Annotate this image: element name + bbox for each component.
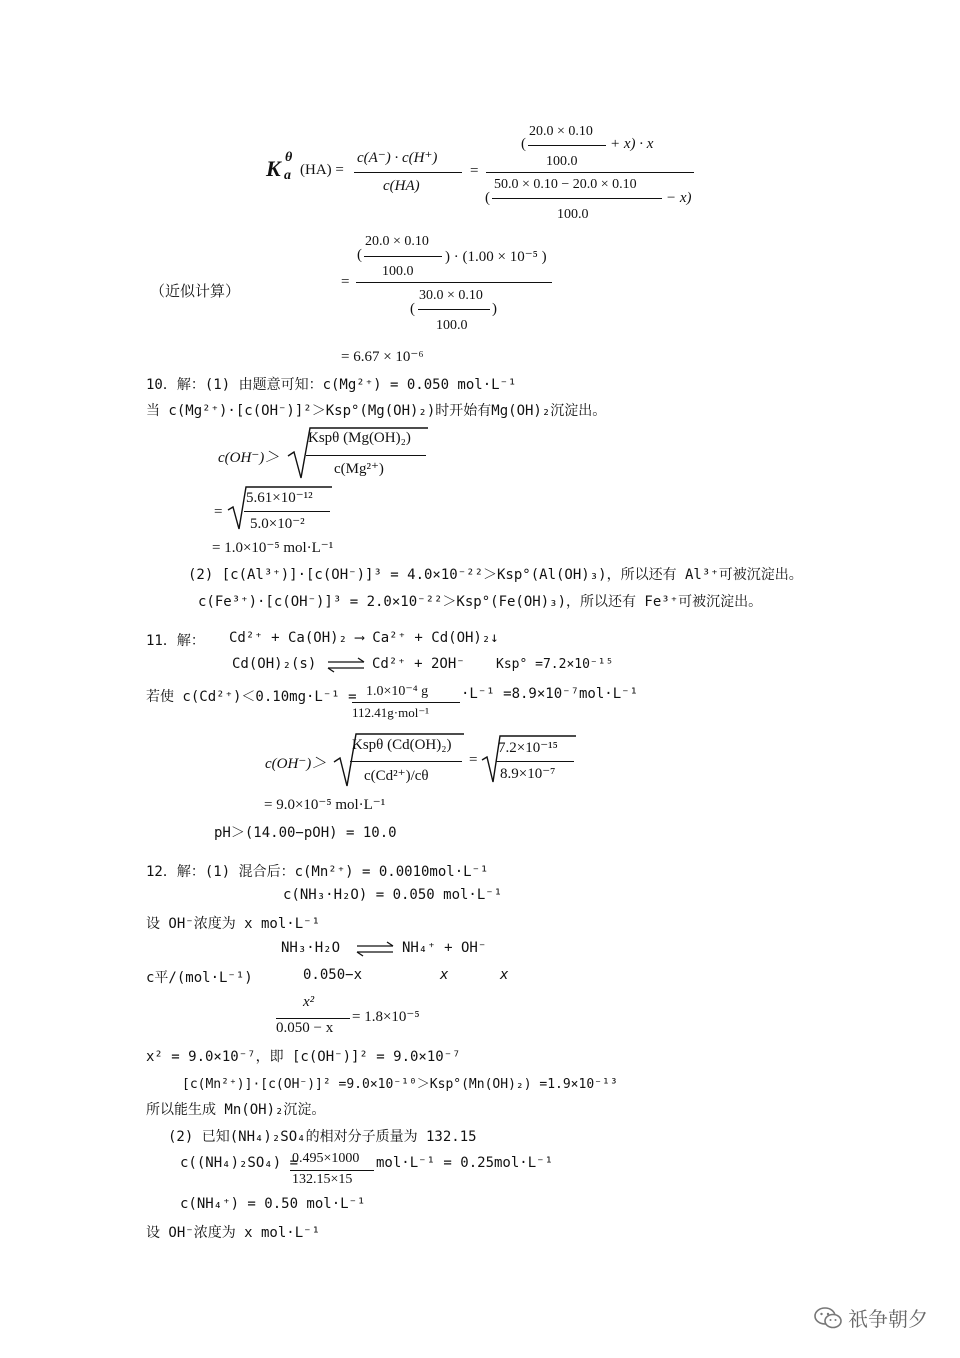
q12-c-den: 132.15×15	[292, 1172, 353, 1187]
q12-part2: (2) 已知(NH₄)₂SO₄的相对分子质量为 132.15	[168, 1129, 477, 1145]
fraction-bar	[290, 1170, 374, 1171]
q11-line3-lead: 若使 c(Cd²⁺)＜0.10mg·L⁻¹ =	[146, 689, 357, 705]
q10-coh: c(OH⁻)＞	[218, 450, 280, 466]
fraction-bar	[418, 309, 490, 310]
fraction-bar	[244, 511, 330, 512]
fraction-bar	[364, 256, 442, 257]
q11-line3-tail: ·L⁻¹ =8.9×10⁻⁷mol·L⁻¹	[461, 686, 639, 702]
q10-eq2: =	[214, 504, 223, 520]
q12-line-mn: [c(Mn²⁺)]·[c(OH⁻)]² =9.0×10⁻¹⁰＞Ksp°(Mn(OH)₂) =1.9×10⁻¹³	[182, 1077, 618, 1092]
q11-lead: 11．解：	[146, 633, 205, 649]
ka-big-num-bottom: 100.0	[546, 154, 578, 169]
q12-frac-den: 0.050 − x	[276, 1020, 334, 1036]
ka-big-num-top: 20.0 × 0.10	[529, 124, 593, 139]
q12-line2: c(NH₃·H₂O) = 0.050 mol·L⁻¹	[283, 887, 503, 903]
q12-last: 设 OH⁻浓度为 x mol·L⁻¹	[146, 1225, 321, 1241]
ka-big-den-top: 50.0 × 0.10 − 20.0 × 0.10	[494, 177, 637, 192]
q12-line3: 设 OH⁻浓度为 x mol·L⁻¹	[146, 916, 321, 932]
q10-rad2-num: 5.61×10⁻¹²	[246, 490, 313, 506]
ka-big-den-paren: (	[485, 190, 490, 206]
q12-frac-num: x²	[303, 994, 315, 1010]
fraction-bar	[354, 172, 462, 173]
q12-c-nh4: c(NH₄⁺) = 0.50 mol·L⁻¹	[180, 1196, 366, 1212]
ap-num-right: ) · (1.00 × 10⁻⁵ )	[445, 249, 547, 265]
fraction-bar	[276, 1018, 350, 1019]
q12-c-tail: mol·L⁻¹ = 0.25mol·L⁻¹	[376, 1155, 554, 1171]
ka-big-den-bottom: 100.0	[557, 207, 589, 222]
q11-line3-den: 112.41g·mol⁻¹	[352, 705, 430, 720]
q10-rad1-num: Kspθ (Mg(OH)₂)	[308, 430, 411, 446]
q12-ceq-v1: 0.050−x	[303, 967, 363, 983]
ka-sub: a	[284, 168, 291, 183]
ka-big-den-right: − x)	[666, 190, 692, 206]
q12-line-conc: 所以能生成 Mn(OH)₂沉淀。	[146, 1102, 326, 1118]
q12-frac-rhs: = 1.8×10⁻⁵	[352, 1009, 420, 1025]
q11-result: = 9.0×10⁻⁵ mol·L⁻¹	[264, 797, 386, 813]
fraction-bar	[356, 282, 552, 283]
approx-eq: =	[341, 274, 350, 290]
q12-c-num: 0.495×1000	[292, 1151, 360, 1166]
ap-num-top: 20.0 × 0.10	[365, 234, 429, 249]
ka-symbol: K	[266, 156, 281, 181]
fraction-bar	[528, 145, 606, 146]
q12-c-lead: c((NH₄)₂SO₄) =	[180, 1155, 299, 1171]
ka-frac1-num: c(A⁻) · c(H⁺)	[357, 150, 438, 166]
fraction-bar	[352, 702, 460, 703]
q11-rad2-den: 8.9×10⁻⁷	[500, 766, 556, 782]
q12-line-x2: x² = 9.0×10⁻⁷，即 [c(OH⁻)]² = 9.0×10⁻⁷	[146, 1049, 461, 1065]
q11-coh: c(OH⁻)＞	[265, 756, 327, 772]
q11-line2-rhs: Cd²⁺ + 2OH⁻	[372, 656, 465, 672]
q11-line2-lhs: Cd(OH)₂(s)	[232, 656, 317, 672]
q12-eq-lhs: NH₃·H₂O	[281, 940, 341, 956]
q11-ph: pH＞(14.00−pOH) = 10.0	[214, 825, 397, 841]
fraction-bar	[492, 198, 662, 199]
q10-line-al: (2) [c(Al³⁺)]·[c(OH⁻)]³ = 4.0×10⁻²²＞Ksp°(Al(OH)₃)，所以还有 Al³⁺可被沉淀出。	[188, 567, 803, 583]
q12-ceq-v2: x	[440, 967, 449, 983]
q10-rad1-den: c(Mg²⁺)	[334, 461, 384, 477]
watermark-text: 祇争朝夕	[848, 1307, 928, 1331]
ka-result: = 6.67 × 10⁻⁶	[341, 349, 424, 365]
fraction-bar	[496, 761, 574, 762]
watermark	[814, 1303, 928, 1332]
q12-eq-rhs: NH₄⁺ + OH⁻	[402, 940, 487, 956]
q11-line1-eq: Cd²⁺ + Ca(OH)₂ ⟶ Ca²⁺ + Cd(OH)₂↓	[229, 630, 499, 646]
ka-theta: θ	[285, 150, 293, 165]
q11-rad-den: c(Cd²⁺)/cθ	[364, 768, 429, 784]
q12-ceq-label: c平/(mol·L⁻¹)	[146, 970, 253, 986]
fraction-bar	[306, 455, 426, 456]
ap-den-paren: (	[410, 301, 415, 317]
ap-num-paren: (	[357, 247, 362, 263]
q11-rad2-num: 7.2×10⁻¹⁵	[498, 740, 558, 756]
equilibrium-arrow-icon	[355, 942, 395, 956]
q10-line1: 10．解：(1) 由题意可知：c(Mg²⁺) = 0.050 mol·L⁻¹	[146, 377, 517, 393]
q10-rad2-den: 5.0×10⁻²	[250, 516, 305, 532]
ap-den-right: )	[492, 301, 497, 317]
q10-line2: 当 c(Mg²⁺)·[c(OH⁻)]²＞Ksp°(Mg(OH)₂)时开始有Mg(OH)₂沉淀出。	[146, 403, 607, 419]
q11-line2-ksp: Ksp° =7.2×10⁻¹⁵	[496, 657, 614, 672]
q12-ceq-v3: x	[500, 967, 509, 983]
q10-result: = 1.0×10⁻⁵ mol·L⁻¹	[212, 540, 334, 556]
ka-ha: (HA) =	[300, 162, 344, 178]
ap-den-top: 30.0 × 0.10	[419, 288, 483, 303]
q11-line3-num: 1.0×10⁻⁴ g	[366, 684, 429, 699]
ka-frac1-den: c(HA)	[383, 178, 420, 194]
fraction-bar	[350, 761, 462, 762]
ka-big-num-paren: (	[521, 136, 526, 152]
q12-line1: 12．解：(1) 混合后：c(Mn²⁺) = 0.0010mol·L⁻¹	[146, 864, 489, 880]
ap-den-bottom: 100.0	[436, 318, 468, 333]
approx-label: （近似计算）	[150, 282, 241, 300]
equilibrium-arrow-icon	[326, 658, 366, 672]
ka-big-num-right: + x) · x	[610, 136, 654, 152]
q10-line-fe: c(Fe³⁺)·[c(OH⁻)]³ = 2.0×10⁻²²＞Ksp°(Fe(OH)₃)，所以还有 Fe³⁺可被沉淀出。	[198, 594, 763, 610]
q11-rad-num: Kspθ (Cd(OH)₂)	[352, 737, 452, 753]
fraction-bar	[486, 172, 694, 173]
ap-num-bottom: 100.0	[382, 264, 414, 279]
wechat-icon	[814, 1306, 842, 1330]
q11-eq: =	[469, 752, 478, 768]
ka-eq: =	[470, 163, 479, 179]
